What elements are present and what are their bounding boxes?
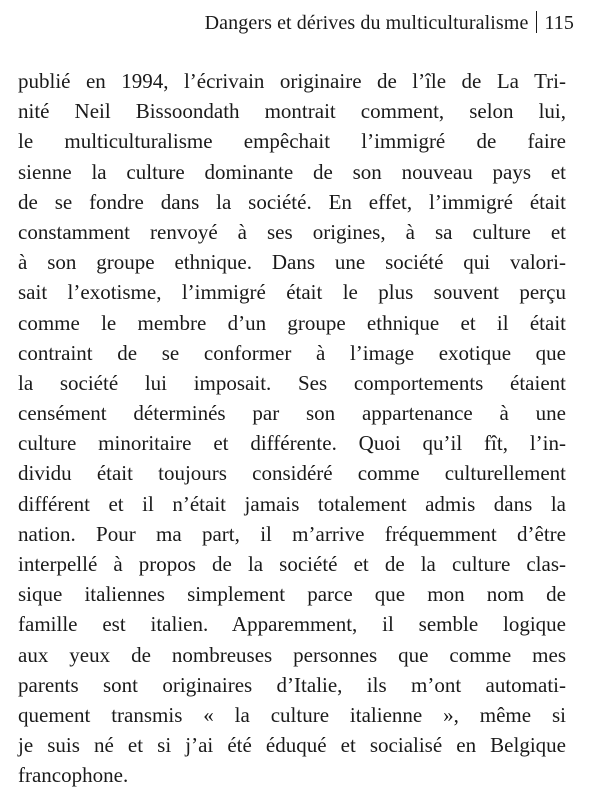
text-line: culture minoritaire et différente. Quoi qu’il fît, l’in- [18,431,566,456]
text-line: le multiculturalisme empêchait l’immigré de faire [18,129,566,154]
running-title: Dangers et dérives du multiculturalisme [204,12,529,34]
text-line: différent et il n’était jamais totalement admis dans la [18,491,566,516]
text-line: interpellé à propos de la société et de la culture clas- [18,552,566,576]
text-line: quement transmis « la culture italienne », même si [18,702,566,727]
text-line: sique italiennes simplement parce que mon nom de [18,582,566,607]
text-line: constamment renvoyé à ses origines, à sa culture et [18,219,566,244]
running-header [205,8,574,38]
text-line: sienne la culture dominante de son nouveau pays et [18,159,566,184]
text-line: censément déterminés par son appartenance à une [18,401,566,426]
text-line: sait l’exotisme, l’immigré était le plus souvent perçu [18,280,566,305]
text-line: la société lui imposait. Ses comportements étaient [18,370,566,395]
text-line: nation. Pour ma part, il m’arrive fréquemment d’être [18,521,566,546]
text-line: de se fondre dans la société. En effet, l’immigré était [18,189,566,214]
text-line: francophone. [18,763,129,788]
text-line: aux yeux de nombreuses personnes que comme mes [18,642,566,667]
text-line: nité Neil Bissoondath montrait comment, selon lui, [18,99,566,124]
text-line: je suis né et si j’ai été éduqué et socialisé en Belgique [18,733,566,758]
header-separator [536,11,537,33]
page-number: 115 [544,12,574,34]
text-line: contraint de se conformer à l’image exotique que [18,340,566,365]
text-line: famille est italien. Apparemment, il semble logique [18,612,566,637]
text-line: parents sont originaires d’Italie, ils m’ont automati- [18,672,566,697]
text-line: comme le membre d’un groupe ethnique et il était [18,310,566,335]
body-paragraph [18,66,566,791]
text-line: publié en 1994, l’écrivain originaire de l’île de La Tri- [18,69,566,93]
text-line: dividu était toujours considéré comme culturellement [18,461,566,486]
text-line: à son groupe ethnique. Dans une société qui valori- [18,250,566,275]
